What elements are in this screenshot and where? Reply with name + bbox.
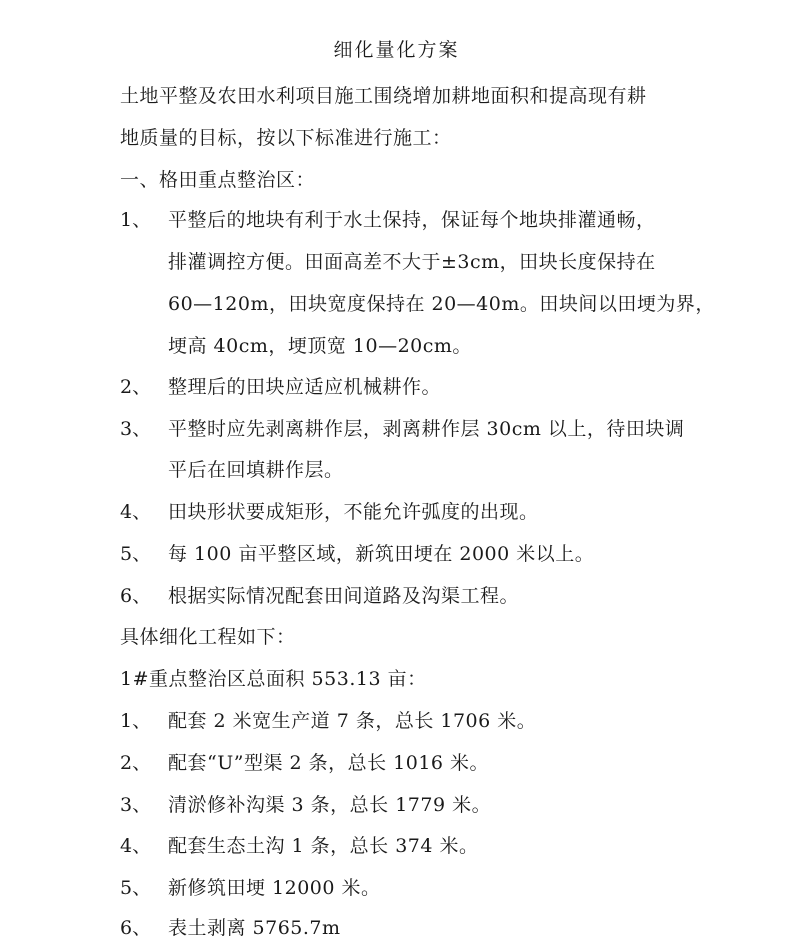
item-continuation: 埂高 40cm，埂顶宽 10—20cm。 (168, 335, 472, 357)
details-heading: 具体细化工程如下： (120, 626, 296, 648)
item-text: 配套生态土沟 1 条，总长 374 米。 (168, 835, 479, 857)
item-continuation: 排灌调控方便。田面高差不大于±3cm，田块长度保持在 (168, 251, 656, 273)
item-number: 4、 (120, 835, 152, 857)
intro-line-2: 地质量的目标，按以下标准进行施工： (120, 127, 452, 149)
item-text: 平整后的地块有利于水土保持，保证每个地块排灌通畅， (168, 209, 656, 231)
item-number: 3、 (120, 794, 152, 816)
item-continuation: 60—120m，田块宽度保持在 20—40m。田块间以田埂为界， (168, 293, 715, 315)
item-text: 每 100 亩平整区域，新筑田埂在 2000 米以上。 (168, 543, 595, 565)
item-text: 表土剥离 5765.7m (168, 917, 341, 939)
item-continuation: 平后在回填耕作层。 (168, 459, 344, 481)
item-number: 4、 (120, 501, 152, 523)
item-number: 5、 (120, 543, 152, 565)
item-text: 配套“U”型渠 2 条，总长 1016 米。 (168, 752, 490, 774)
item-text: 根据实际情况配套田间道路及沟渠工程。 (168, 585, 520, 607)
item-number: 2、 (120, 376, 152, 398)
item-text: 新修筑田埂 12000 米。 (168, 877, 381, 899)
item-text: 配套 2 米宽生产道 7 条，总长 1706 米。 (168, 710, 537, 732)
item-number: 3、 (120, 418, 152, 440)
item-number: 6、 (120, 585, 152, 607)
item-text: 平整时应先剥离耕作层，剥离耕作层 30cm 以上，待田块调 (168, 418, 685, 440)
item-text: 整理后的田块应适应机械耕作。 (168, 376, 442, 398)
item-text: 田块形状要成矩形，不能允许弧度的出现。 (168, 501, 539, 523)
intro-line-1: 土地平整及农田水利项目施工围绕增加耕地面积和提高现有耕 (120, 85, 647, 107)
zone-heading: 1#重点整治区总面积 553.13 亩： (120, 668, 427, 690)
item-number: 2、 (120, 752, 152, 774)
section-heading: 一、格田重点整治区： (120, 169, 316, 191)
item-number: 6、 (120, 917, 152, 939)
item-text: 清淤修补沟渠 3 条，总长 1779 米。 (168, 794, 492, 816)
item-number: 5、 (120, 877, 152, 899)
item-number: 1、 (120, 209, 152, 231)
item-number: 1、 (120, 710, 152, 732)
document-title: 细化量化方案 (333, 39, 460, 61)
